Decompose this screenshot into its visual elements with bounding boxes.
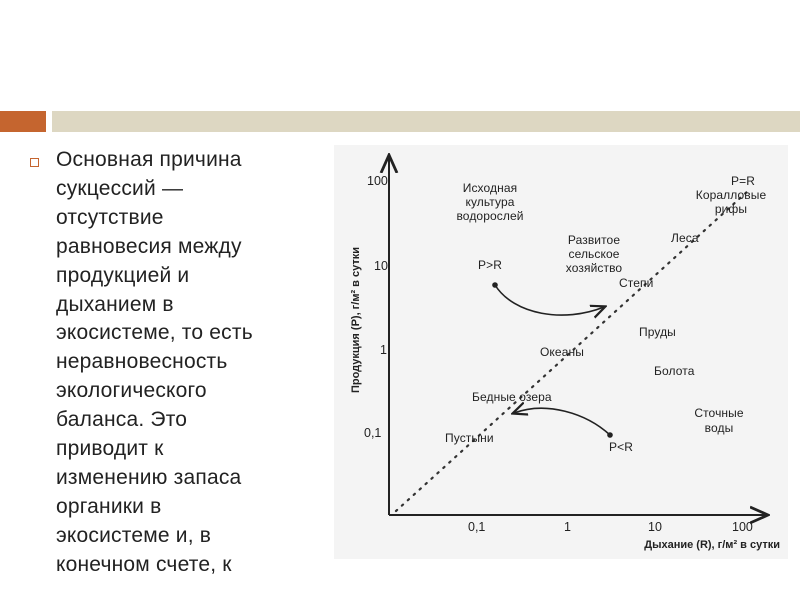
bullet-line: равновесия между [56, 234, 242, 258]
bullet-line: конечном счете, к [56, 552, 232, 576]
label-algae-culture: культура [465, 195, 515, 209]
bullet-line: баланса. Это [56, 408, 188, 432]
label-sewage-waters: Сточные [694, 406, 744, 420]
label-agriculture: Развитое [567, 233, 621, 247]
x-tick-label: 100 [732, 520, 753, 534]
label-steppes: Степи [619, 276, 654, 290]
bullet-line: приводит к [56, 437, 164, 461]
bullet-text [56, 146, 331, 580]
label-agriculture: хозяйство [565, 261, 623, 275]
bullet-line: сукцессий — [56, 176, 184, 200]
title-band-accent [0, 111, 46, 132]
label-algae-culture: Исходная [462, 181, 518, 195]
x-tick-label: 0,1 [468, 520, 486, 534]
line-label: P=R [731, 174, 755, 188]
label-coral-reefs: Коралловые [695, 188, 767, 202]
x-tick-label: 1 [564, 520, 571, 534]
label-swamps: Болота [654, 364, 695, 378]
label-ponds: Пруды [639, 325, 676, 339]
title-band [52, 111, 800, 132]
x-tick-label: 10 [648, 520, 662, 534]
label-poor-lakes: Бедные озера [472, 390, 552, 404]
arrow-p-less-r [514, 408, 610, 435]
label-p-greater-r: P>R [478, 258, 502, 272]
label-algae-culture: водорослей [456, 209, 524, 223]
y-tick-label: 10 [374, 259, 388, 273]
arrow-p-greater-r [495, 285, 604, 315]
figure-svg [334, 145, 788, 559]
bullet-line: органики в [56, 494, 162, 518]
bullet-line: дыханием в [56, 292, 174, 316]
bullet-line: продукцией и [56, 263, 190, 287]
bullet-line: экосистеме, то есть [56, 321, 253, 345]
bullet-line: неравновесность [56, 350, 228, 374]
x-axis-title: Дыхание (R), г/м² в сутки [644, 539, 780, 551]
y-axis-title: Продукция (P), г/м² в сутки [350, 246, 362, 394]
square-bullet-icon [30, 158, 39, 167]
y-tick-label: 1 [380, 343, 387, 357]
bullet-line: экосистеме и, в [56, 523, 212, 547]
label-deserts: Пустыни [445, 431, 494, 445]
production-respiration-figure [334, 145, 788, 559]
label-forests: Леса [671, 231, 699, 245]
y-tick-label: 100 [367, 174, 388, 188]
bullet-line: отсутствие [56, 205, 164, 229]
bullet-line: изменению запаса [56, 465, 242, 489]
label-oceans: Океаны [540, 345, 584, 359]
y-tick-label: 0,1 [364, 426, 382, 440]
label-sewage-waters: воды [704, 421, 734, 435]
label-p-less-r: P<R [609, 440, 633, 454]
bullet-line: Основная причина [56, 148, 242, 171]
label-agriculture: сельское [568, 247, 620, 261]
bullet-line: экологического [56, 379, 207, 403]
label-coral-reefs: рифы [714, 202, 748, 216]
